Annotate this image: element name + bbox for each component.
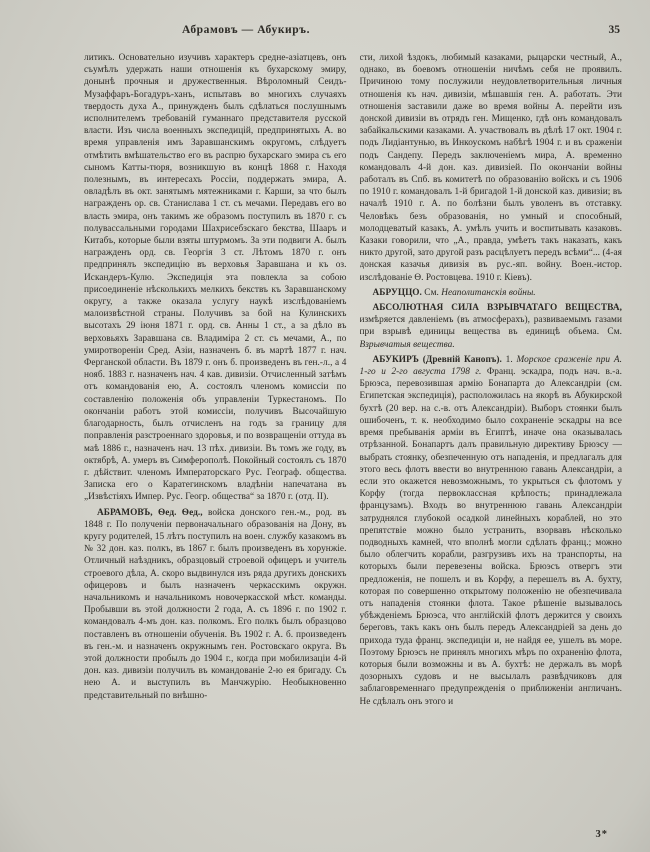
signature-mark: 3* (595, 829, 608, 840)
paragraph (360, 52, 623, 284)
text-segment: войска донского ген.-м., род. въ 1848 г. По полученіи первоначальнаго образованія на Дону, въ кругу родителей, 15 лѣтъ поступилъ на воен. службу казакомъ въ № 32 дон. каз. полкъ, въ 1867 г. былъ произведенъ въ хорунжіе. Отличный наѣздникъ, образцовый строевой офицеръ и учитель строевого дѣла, А. скоро выдвинулся изъ ряда другихъ донскихъ офицеровъ и былъ назначенъ черкасскимъ окружн. начальникомъ и начальникомъ новочеркасской мѣст. команды. Пробывши въ этой должности 2 года, А. съ 1896 г. по 1902 г. командовалъ 4-мъ дон. каз. полкомъ. Его полкъ былъ образцово поставленъ въ отношеніи обученія. Въ 1902 г. А. б. произведенъ въ ген.-м. и назначенъ окружнымъ ген. Ростовскаго округа. Въ этой должности пробылъ до 1904 г., когда при мобилизаціи 4-й дон. каз. дивизіи получилъ въ командованіе 2-ю ея бригаду. Съ нею А. и выступилъ въ Манчжурію. Необыкновенно представительный по внѣшно- (84, 507, 347, 701)
running-head-title: Абрамовъ — Абукиръ. (182, 24, 311, 36)
text-segment: Неаполитанскія войны. (441, 287, 536, 298)
entry-headword: АБСОЛЮТНАЯ СИЛА ВЗРЫВЧАТАГО ВЕЩЕСТВА, (372, 303, 622, 314)
page-number: 35 (608, 24, 620, 36)
text-segment: измѣряется давленіемъ (въ атмосферахъ), развиваемымъ газами при взрывѣ единицы вещества въ единицѣ объема. См. (359, 315, 622, 338)
encyclopedia-entry (360, 302, 623, 351)
entry-headword: АБРУЦЦО. (372, 287, 422, 298)
text-segment: 1. (501, 354, 517, 365)
entry-headword: АБРАМОВЪ, Ѳед. Ѳед., (97, 507, 203, 518)
text-segment: См. (421, 287, 442, 298)
encyclopedia-entry (360, 354, 623, 708)
left-column (84, 52, 347, 844)
running-head (84, 24, 622, 39)
encyclopedia-entry (360, 287, 623, 299)
entry-headword: АБУКИРЪ (Древній Канопъ). (372, 354, 502, 365)
text-segment: Взрывчатыя вещества. (359, 339, 455, 350)
text-block (84, 52, 622, 844)
encyclopedia-entry (84, 507, 347, 702)
text-segment: литикъ. Основательно изучивъ характеръ средне-азіатцевъ, онъ съумѣлъ удержать наши отношенія къ бухарскому эмиру, донынѣ прочныя и дружественныя. Вѣроломный Сеидъ-Музаффаръ-Богадуръ-ханъ, испытавъ во многихъ случаяхъ твердость духа А., принужденъ былъ сдѣлаться послушнымъ исполнителемъ требованій гуманнаго представителя русской власти. Изъ числа военныхъ экспедицій, предпринятыхъ А. во время управленія имъ Заравшанскимъ округомъ, слѣдуетъ отмѣтить вмѣшательство его въ распрю бухарскаго эмира съ его сыномъ Катты-тюря, возникшую въ концѣ 1868 г. Находя полезнымъ, въ интересахъ Россіи, поддержать эмира, А. овладѣлъ въ окт. занятымъ мятежниками г. Карши, за что былъ награжденъ ор. св. Станислава 1 ст. съ мечами. Передавъ его во власть эмира, онъ такимъ же образомъ поступилъ въ 1870 г. съ полувассальными городами Шахрисебзскаго бекства, Шааръ и Китабъ, которые были взяты штурмомъ. За эти подвиги А. былъ награжденъ орд. св. Георгія 3 ст. Лѣтомъ 1870 г. онъ предпринялъ экспедицію въ верховья Заравшана и къ оз. Искандеръ-Кулю. Экспедиція эта повлекла за собою присоединеніе нѣсколькихъ мелкихъ бекствъ къ Заравшанскому округу, а также оказала услугу наукѣ изслѣдованіемъ малоизвѣстной страны. Получивъ за бой на Кулинскихъ высотахъ 29 іюня 1871 г. орд. св. Анны 1 ст., а за дѣло въ верховьяхъ Заравшана св. Владиміра 2 ст. съ мечами, А., по умиротвореніи Сред. Азіи, назначенъ б. въ мартѣ 1877 г. нач. Ферганской области. Въ 1879 г. онъ б. произведенъ въ ген.-л., а 4 нояб. 1883 г. назначенъ нач. 4 кав. дивизіи. Отчисленный затѣмъ отъ командованія ею, А. состоялъ членомъ комиссіи по составленію положенія объ управленіи Туркестаномъ. По окончаніи работъ этой комиссіи, получивъ Высочайшую благодарность, былъ отчисленъ на годъ за границу для поправленія разстроеннаго здоровья, и по возвращеніи оттуда въ маѣ 1886 г., назначенъ нач. 13 пѣх. дивизіи. Въ томъ же году, въ октябрѣ, А. умеръ въ Симферополѣ. Покойный состоялъ съ 1870 г. дѣйствит. членомъ Императорскаго Рус. Географ. общества. Записка его о Каратегинскомъ владѣніи напечатана въ „Извѣстіяхъ Импер. Рус. Геогр. общества“ за 1870 г. (отд. II). (84, 53, 347, 503)
text-segment: сти, лихой ѣздокъ, любимый казаками, рыцарски честный, А., однако, въ боевомъ отношеніи ничѣмъ себя не проявилъ. Причиною тому послужили неудовлетворительныя личныя отношенія къ нач. дивизіи, мѣшавшія ген. А. работать. Эти отношенія заставили даже во время войны А. перейти изъ донской дивизіи въ отрядъ ген. Мищенко, гдѣ онъ командовалъ забайкальскими казаками. А. участвовалъ въ дѣлѣ 17 окт. 1904 г. подъ Лидіантунью, въ Инкоускомъ набѣгѣ 1904 г. и въ сраженіи подъ Сандепу. Передъ заключеніемъ мира, А. временно командовалъ 4-й дон. каз. дивизіей. По окончаніи войны работалъ въ Спб. въ комитетѣ по образованію войскъ и съ 1906 по 1910 г. командовалъ 1-й бригадой 1-й донской каз. дивизіи; въ началѣ 1910 г. А. по болѣзни былъ уволенъ въ отставку. Человѣкъ безъ образованія, но умный и способный, молодцеватый казакъ, А. умѣлъ учить и воспитывать казаковъ. Казаки говорили, что „А., правда, умѣетъ такъ наказать, какъ никто другой, зато другой разъ расцѣлуетъ передъ всѣми“... (4-ая донская казачья дивизія въ рус.-яп. войну. Воен.-истор. изслѣдованіе Ѳ. Ростовцева. 1910 г. Кіевъ). (359, 53, 622, 283)
right-column (360, 52, 623, 844)
paragraph (84, 52, 347, 504)
text-segment: Франц. эскадра, подъ нач. в.-а. Брюэса, перевозившая армію Бонапарта до Александріи (см. Египетская экспедиція), расположилась на якорѣ въ Абукирской бухтѣ (20 вер. на с.-в. отъ Александріи). Выборъ стоянки былъ ошибоченъ, т. к. необходимо было сохраненіе эскадры на все время пребыванія арміи въ Египтѣ, иначе она оказывалась отрѣзанной. Бонапартъ далъ правильную директиву Брюэсу — выбрать стоянку, обезпеченную отъ нападенія, и предлагалъ для этого весь флотъ ввести во внутреннюю гавань Александріи, а если это окажется невозможнымъ, то укрыться съ флотомъ у Корфу (тогда первоклассная крѣпость; принадлежала французамъ). Входъ во внутреннюю гавань Александріи затруднялся глубокой осадкой линейныхъ кораблей, но это препятствіе можно было устранить, взорвавъ нѣсколько подводныхъ камней, что вполнѣ могли сдѣлать франц.; можно было облегчить корабли, разгрузивъ ихъ на транспорты, на которыхъ были перевезены войска. Брюэсъ отвергъ эти предложенія, не пошелъ и въ Корфу, а перешелъ въ А. бухту, которая по совершенно открытому положенію не обезпечивала отъ нападенія стоянки флота. Такое рѣшеніе вызывалось убѣжденіемъ Брюэса, что англійскій флотъ держится у своихъ береговъ, такъ какъ онъ былъ передъ Александріей за день до прихода туда франц. экспедиціи и, не найдя ее, ушелъ въ море. Поэтому Брюэсъ не принялъ многихъ мѣръ по охраненію флота, которыя были возможны и въ А. бухтѣ: не держалъ въ морѣ дозорныхъ судовъ и не высылалъ развѣдчиковъ для заблаговременнаго предупрежденія о приближеніи англичанъ. Не сдѣлалъ онъ этого и (359, 367, 622, 707)
text-segment: Морское сраженіе при А. 1-го и 2-го августа 1798 г. (359, 354, 622, 378)
